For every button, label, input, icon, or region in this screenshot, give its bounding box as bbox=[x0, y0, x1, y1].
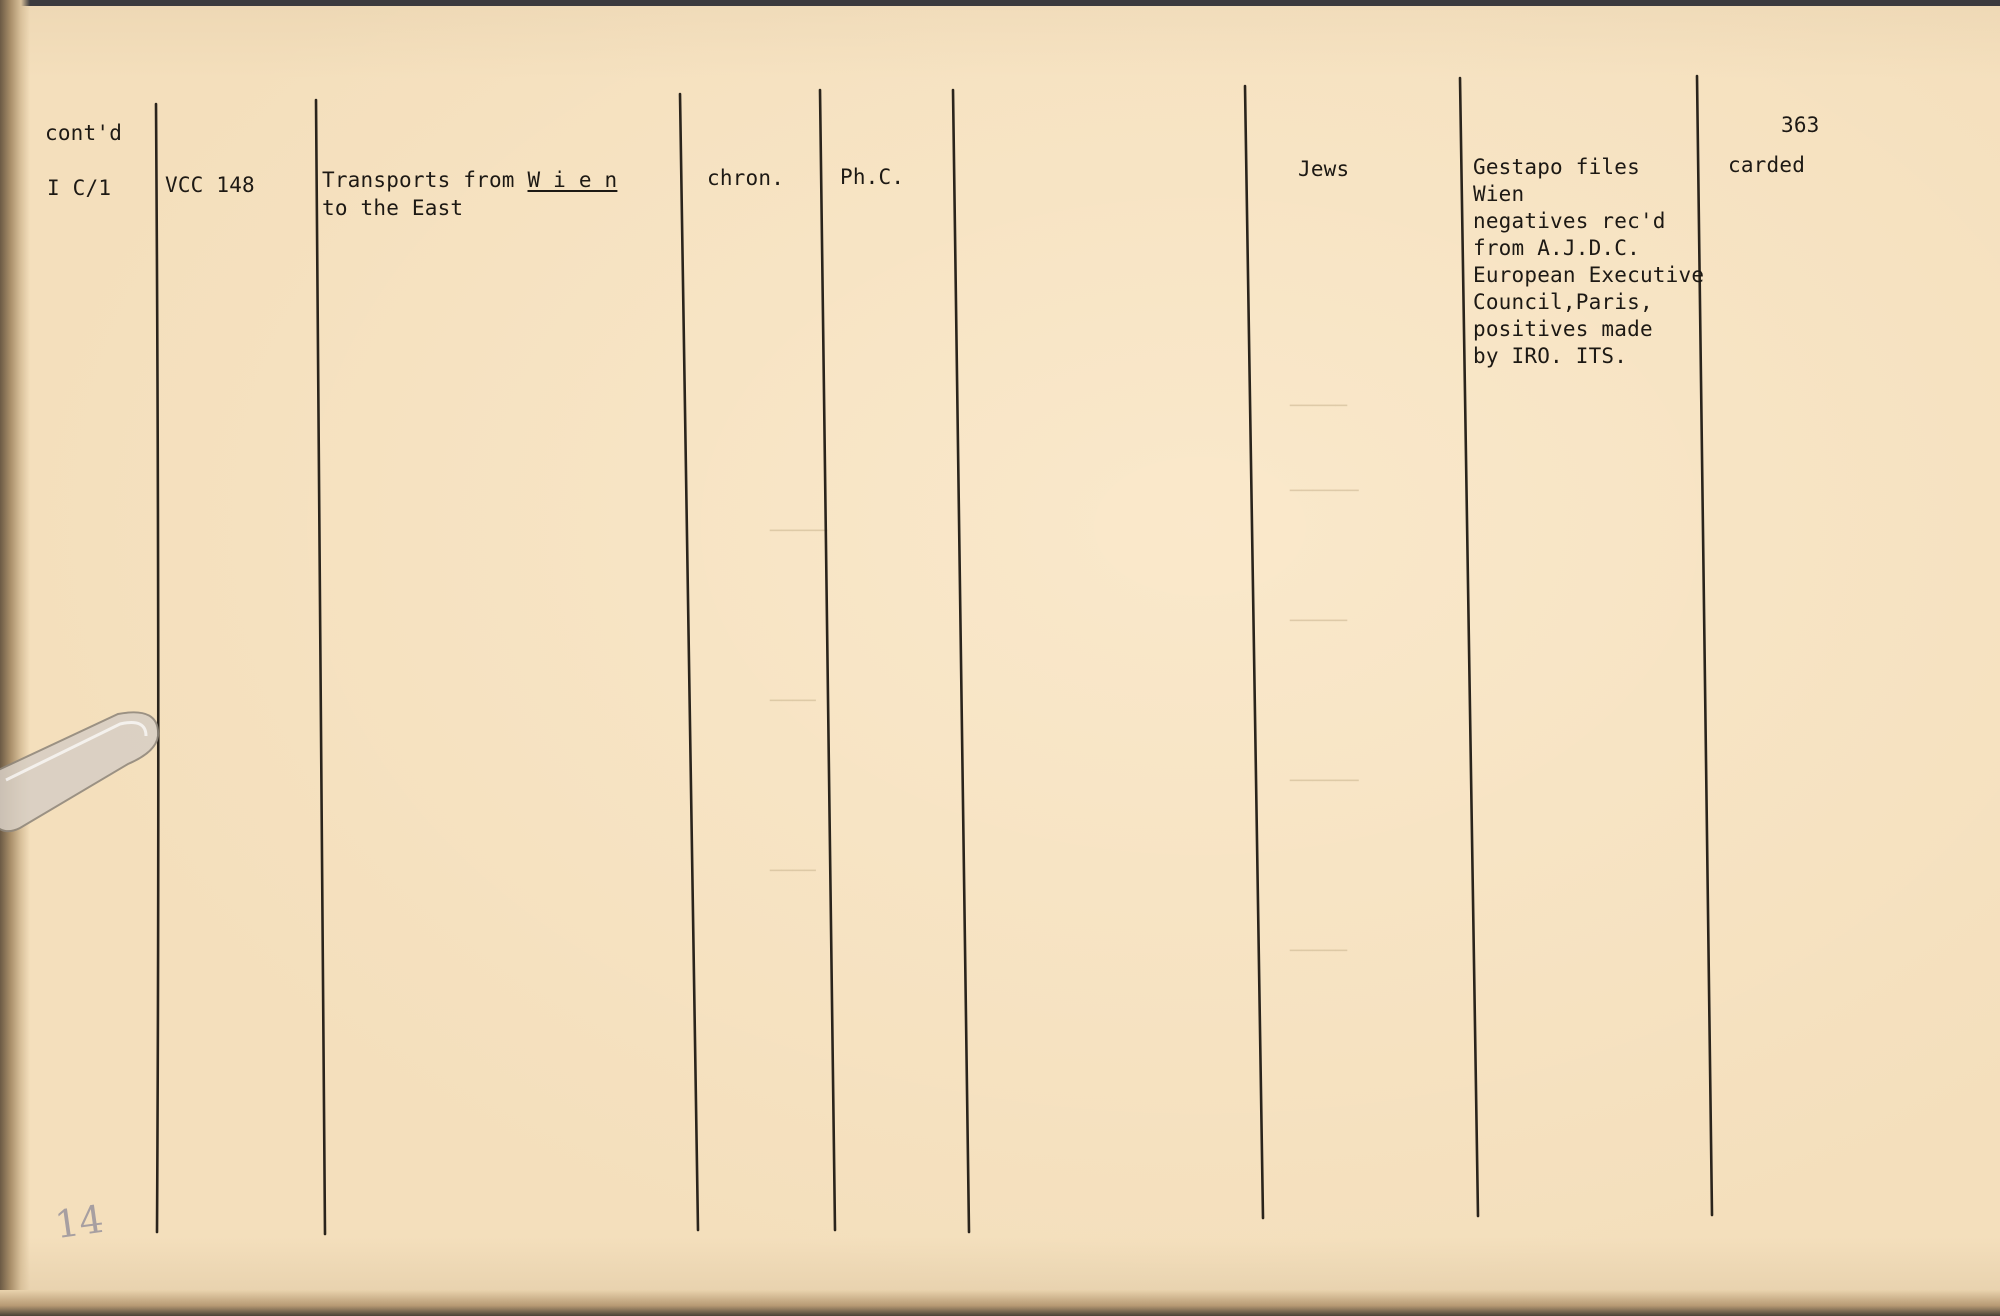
carded-label: carded bbox=[1728, 153, 1806, 177]
binder-clip bbox=[0, 700, 170, 860]
rule-6 bbox=[1245, 86, 1263, 1218]
page-number: 363 bbox=[1781, 113, 1820, 137]
group-label: Jews bbox=[1298, 157, 1350, 181]
chron-label: chron. bbox=[707, 166, 785, 190]
vcc-code: VCC 148 bbox=[165, 173, 255, 197]
signature-code: I C/1 bbox=[47, 176, 112, 200]
index-card: ───── ────── ───── ───── ──── ────── ──── ───── cont'd 363 I C/1 VCC 148 Transports from W i e n to the East chron. Ph.C. Jews Gestapo files Wien negatives rec'd from A.J.D.C. European Executive Council,Paris, positives made by IRO. ITS. carded 14 bbox=[0, 0, 2000, 1316]
source-note: Gestapo files Wien negatives rec'd from A.J.D.C. European Executive Council,Paris, positives made by IRO. ITS. bbox=[1473, 155, 1705, 368]
card-top-edge bbox=[0, 0, 2000, 6]
card-bottom-edge bbox=[0, 1290, 2000, 1316]
subject-place: W i e n bbox=[527, 168, 618, 192]
rule-3 bbox=[680, 94, 698, 1230]
subject-prefix: Transports from bbox=[322, 168, 528, 192]
card-binding-edge bbox=[0, 0, 30, 1316]
rule-2 bbox=[316, 100, 325, 1234]
phc-label: Ph.C. bbox=[840, 165, 905, 189]
subject-title bbox=[322, 167, 617, 194]
rule-4 bbox=[820, 90, 835, 1230]
rule-5 bbox=[953, 90, 969, 1232]
rule-1 bbox=[156, 104, 158, 1232]
contd-label: cont'd bbox=[45, 121, 123, 145]
subject-line-2: to the East bbox=[322, 196, 464, 220]
pencil-mark: 14 bbox=[52, 1196, 107, 1248]
